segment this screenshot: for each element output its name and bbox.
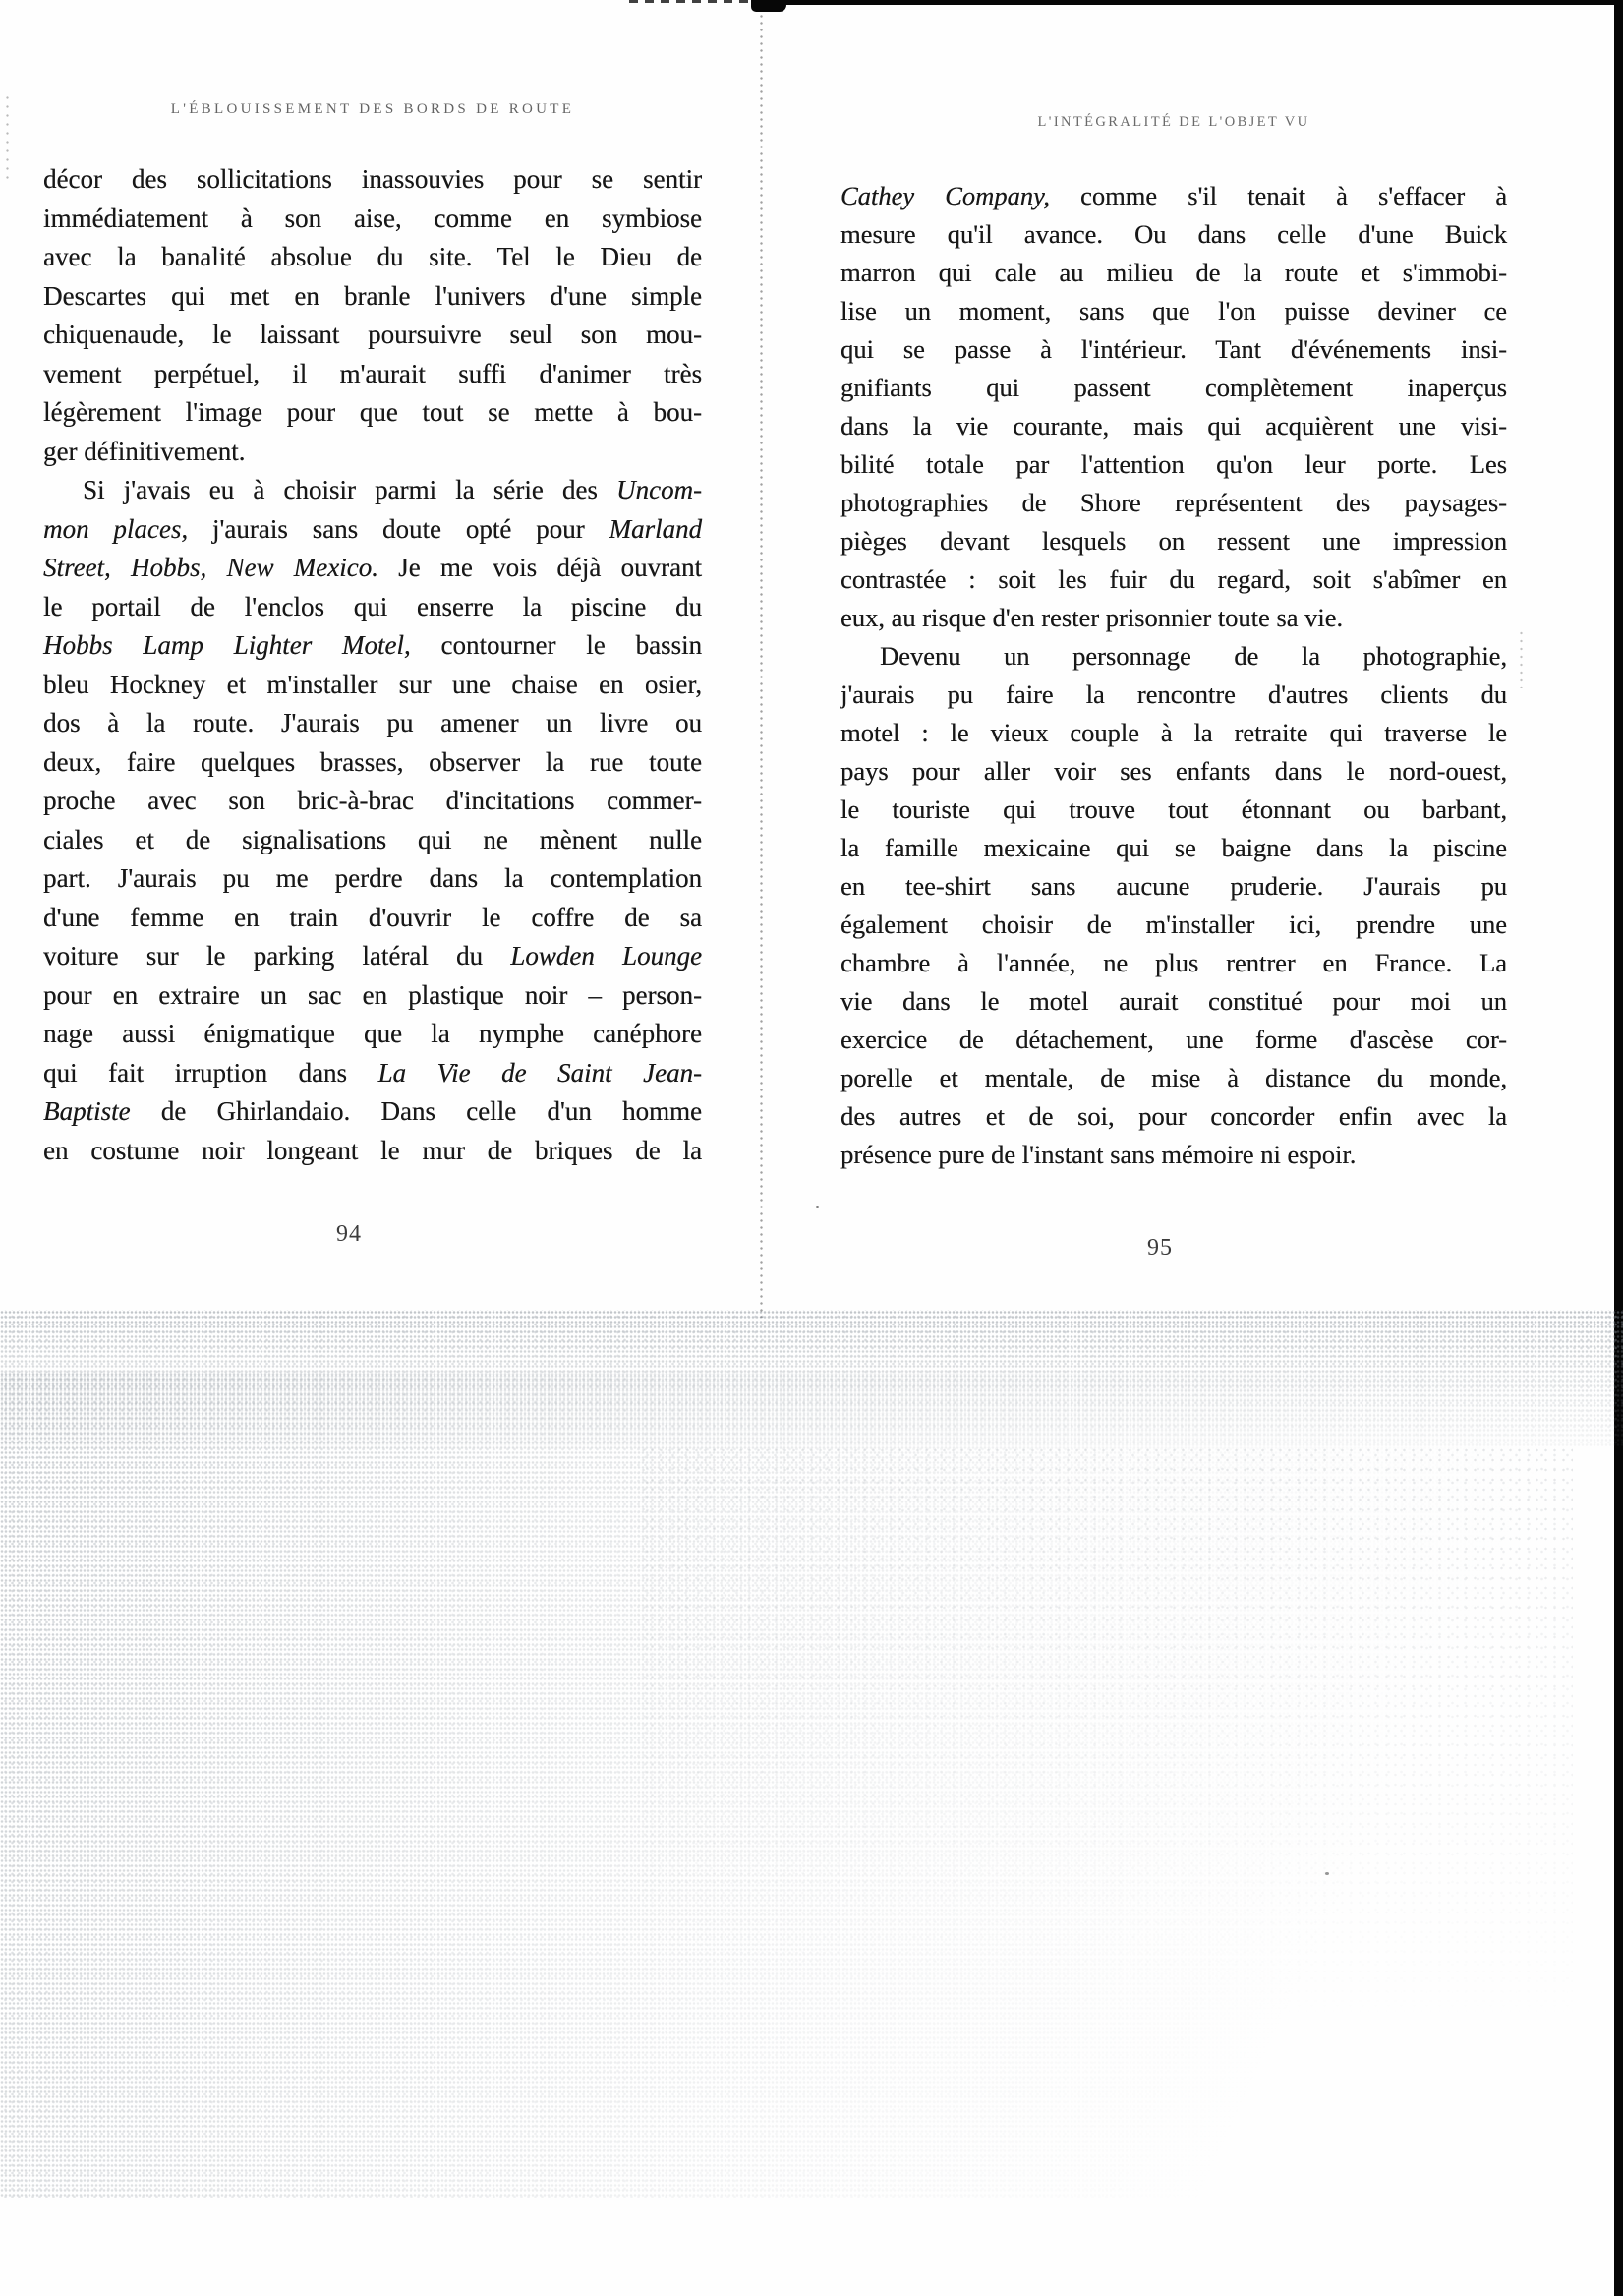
running-header-left: L'ÉBLOUISSEMENT DES BORDS DE ROUTE bbox=[170, 101, 575, 117]
text-line bbox=[840, 484, 1507, 522]
text-line bbox=[840, 1059, 1507, 1097]
text-line bbox=[43, 899, 702, 938]
italic-text-run: Baptiste bbox=[43, 1096, 131, 1126]
text-run: part. J'aurais pu me perdre dans la contemplation bbox=[43, 863, 702, 893]
text-line bbox=[43, 316, 702, 355]
text-line bbox=[840, 599, 1507, 637]
text-line bbox=[43, 471, 702, 510]
text-line bbox=[840, 791, 1507, 829]
text-line bbox=[840, 829, 1507, 867]
text-line bbox=[43, 626, 702, 666]
text-run: en tee-shirt sans aucune pruderie. J'aurais pu bbox=[840, 871, 1507, 901]
text-run: pour en extraire un sac en plastique noir – person- bbox=[43, 979, 702, 1010]
text-run: avec la banalité absolue du site. Tel le Dieu de bbox=[43, 242, 702, 271]
text-line bbox=[840, 292, 1507, 330]
text-line bbox=[840, 330, 1507, 369]
text-run: Si j'avais eu à choisir parmi la série des bbox=[83, 475, 617, 504]
text-line bbox=[840, 752, 1507, 791]
text-line bbox=[840, 215, 1507, 254]
text-line bbox=[43, 1092, 702, 1132]
text-run: d'une femme en train d'ouvrir le coffre de sa bbox=[43, 902, 702, 932]
text-line bbox=[840, 560, 1507, 599]
text-line bbox=[840, 369, 1507, 407]
text-line bbox=[43, 704, 702, 743]
text-run: immédiatement à son aise, comme en symbiose bbox=[43, 203, 702, 233]
page-number-right: 95 bbox=[1147, 1235, 1173, 1261]
italic-text-run: Cathey Company, bbox=[840, 181, 1050, 210]
text-run: Je me vois déjà ouvrant bbox=[377, 553, 702, 582]
text-line bbox=[43, 433, 702, 472]
italic-text-run: Lowden Lounge bbox=[510, 941, 703, 971]
text-line bbox=[840, 906, 1507, 944]
text-line bbox=[43, 393, 702, 433]
right-page-text bbox=[840, 177, 1507, 1174]
scan-edge-top-dashes bbox=[629, 0, 759, 3]
text-line bbox=[43, 277, 702, 317]
text-line bbox=[840, 1097, 1507, 1136]
text-run: des autres et de soi, pour concorder enfin avec la bbox=[840, 1101, 1507, 1131]
text-line bbox=[43, 743, 702, 783]
text-line bbox=[840, 982, 1507, 1021]
text-run: marron qui cale au milieu de la route et s'immobi- bbox=[840, 258, 1507, 287]
text-run: j'aurais sans doute opté pour bbox=[188, 513, 609, 544]
text-line bbox=[43, 549, 702, 588]
text-line bbox=[43, 355, 702, 394]
text-run: également choisir de m'installer ici, prendre une bbox=[840, 910, 1507, 939]
text-line bbox=[43, 588, 702, 627]
text-line bbox=[43, 1132, 702, 1171]
text-run: porelle et mentale, de mise à distance du monde, bbox=[840, 1063, 1507, 1092]
text-run: contrastée : soit les fuir du regard, soit s'abîmer en bbox=[840, 564, 1507, 594]
text-line bbox=[840, 407, 1507, 445]
text-line bbox=[840, 177, 1507, 215]
book-gutter-line bbox=[759, 6, 765, 1318]
text-run: chiquenaude, le laissant poursuivre seul son mou- bbox=[43, 320, 702, 349]
text-run: nage aussi énigmatique que la nymphe canéphore bbox=[43, 1019, 702, 1048]
text-line bbox=[43, 821, 702, 860]
right-page bbox=[840, 114, 1508, 1261]
text-run: motel : le vieux couple à la retraite qui traverse le bbox=[840, 718, 1507, 747]
text-run: pays pour aller voir ses enfants dans le nord-ouest, bbox=[840, 756, 1507, 786]
text-run: de Ghirlandaio. Dans celle d'un homme bbox=[130, 1096, 702, 1126]
text-run: qui se passe à l'intérieur. Tant d'événements insi- bbox=[840, 334, 1507, 364]
text-line bbox=[43, 510, 702, 550]
italic-text-run: Uncom- bbox=[616, 475, 702, 504]
text-run: dos à la route. J'aurais pu amener un livre ou bbox=[43, 708, 702, 737]
dust-speck bbox=[1325, 1872, 1329, 1875]
text-line bbox=[840, 522, 1507, 560]
text-run: bilité totale par l'attention qu'on leur porte. Les bbox=[840, 449, 1507, 479]
text-line bbox=[840, 637, 1507, 676]
text-line bbox=[840, 714, 1507, 752]
text-run: chambre à l'année, ne plus rentrer en France. La bbox=[840, 948, 1507, 977]
scan-edge-blob bbox=[751, 0, 786, 12]
scan-edge-top bbox=[755, 0, 1623, 5]
text-line bbox=[43, 859, 702, 899]
text-line bbox=[840, 1136, 1507, 1174]
italic-text-run: Marland bbox=[609, 513, 702, 544]
text-run: photographies de Shore représentent des paysages- bbox=[840, 488, 1507, 517]
text-run: la famille mexicaine qui se baigne dans la piscine bbox=[840, 833, 1507, 862]
text-run: qui fait irruption dans bbox=[43, 1057, 378, 1088]
text-line bbox=[840, 1021, 1507, 1059]
text-line bbox=[43, 200, 702, 239]
text-line bbox=[43, 976, 702, 1016]
text-line bbox=[43, 937, 702, 976]
text-run: décor des sollicitations inassouvies pour se sentir bbox=[43, 164, 702, 194]
text-run: vie dans le motel aurait constitué pour moi un bbox=[840, 986, 1507, 1016]
text-run: pièges devant lesquels on ressent une impression bbox=[840, 526, 1507, 556]
text-run: ger définitivement. bbox=[43, 436, 246, 466]
italic-text-run: Street, Hobbs, New Mexico. bbox=[43, 553, 378, 582]
text-line bbox=[43, 782, 702, 821]
text-run: en costume noir longeant le mur de briques de la bbox=[43, 1135, 702, 1165]
text-line bbox=[840, 944, 1507, 982]
text-run: voiture sur le parking latéral du bbox=[43, 941, 511, 971]
text-line bbox=[43, 1054, 702, 1093]
text-run: Devenu un personnage de la photographie, bbox=[880, 641, 1507, 671]
text-run: dans la vie courante, mais qui acquièrent une visi- bbox=[840, 411, 1507, 441]
text-line bbox=[43, 160, 702, 200]
left-page bbox=[43, 101, 703, 1247]
text-run: vement perpétuel, il m'aurait suffi d'animer très bbox=[43, 358, 702, 388]
text-line bbox=[43, 1015, 702, 1054]
page-number-left: 94 bbox=[336, 1221, 362, 1247]
text-run: contourner le bassin bbox=[410, 630, 703, 660]
text-line bbox=[43, 238, 702, 277]
text-run: bleu Hockney et m'installer sur une chaise en osier, bbox=[43, 669, 702, 699]
text-line bbox=[840, 867, 1507, 906]
text-run: j'aurais pu faire la rencontre d'autres clients du bbox=[840, 679, 1507, 709]
text-line bbox=[840, 254, 1507, 292]
text-run: eux, au risque d'en rester prisonnier toute sa vie. bbox=[840, 603, 1344, 632]
dust-speck bbox=[816, 1206, 819, 1208]
text-run: comme s'il tenait à s'effacer à bbox=[1049, 181, 1508, 210]
text-run: mesure qu'il avance. Ou dans celle d'une Buick bbox=[840, 219, 1507, 249]
text-run: présence pure de l'instant sans mémoire ni espoir. bbox=[840, 1140, 1357, 1169]
text-line bbox=[43, 666, 702, 705]
text-run: exercice de détachement, une forme d'ascèse cor- bbox=[840, 1025, 1507, 1054]
text-run: proche avec son bric-à-brac d'incitations commer- bbox=[43, 786, 702, 815]
left-page-text bbox=[43, 160, 702, 1170]
italic-text-run: Hobbs Lamp Lighter Motel, bbox=[43, 630, 411, 660]
text-line bbox=[840, 445, 1507, 484]
scan-noise-tail bbox=[639, 1445, 1573, 2094]
text-run: ciales et de signalisations qui ne mènent nulle bbox=[43, 824, 702, 854]
text-run: lise un moment, sans que l'on puisse deviner ce bbox=[840, 296, 1507, 325]
text-run: le touriste qui trouve tout étonnant ou barbant, bbox=[840, 795, 1507, 824]
text-run: Descartes qui met en branle l'univers d'une simple bbox=[43, 280, 702, 311]
text-run: deux, faire quelques brasses, observer la rue toute bbox=[43, 746, 702, 777]
dust-right-margin bbox=[1519, 629, 1524, 688]
running-header-right: L'INTÉGRALITÉ DE L'OBJET VU bbox=[1037, 114, 1310, 130]
text-run: légèrement l'image pour que tout se mette à bou- bbox=[43, 397, 702, 427]
text-line bbox=[840, 676, 1507, 714]
dust-left-margin bbox=[5, 93, 10, 182]
italic-text-run: La Vie de Saint Jean- bbox=[377, 1057, 702, 1088]
text-run: le portail de l'enclos qui enserre la piscine du bbox=[43, 591, 702, 621]
text-run: gnifiants qui passent complètement inaperçus bbox=[840, 373, 1507, 402]
italic-text-run: mon places, bbox=[43, 513, 189, 544]
